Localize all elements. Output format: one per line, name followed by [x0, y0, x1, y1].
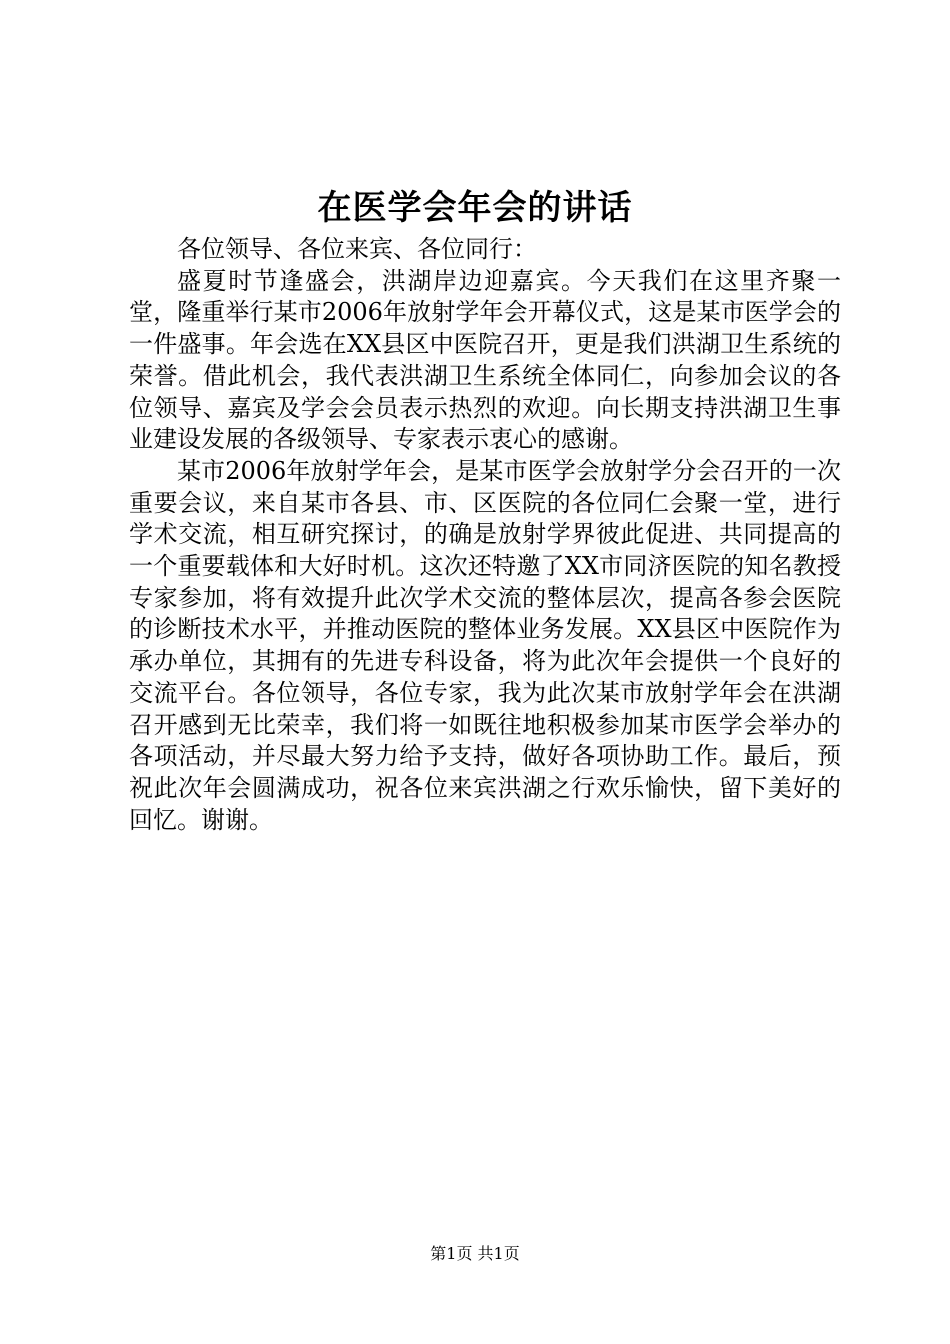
page-number-footer: 第1页 共1页 — [430, 1244, 520, 1263]
paragraph-2: 某市2006年放射学年会，是某市医学会放射学分会召开的一次重要会议，来自某市各县、市、区医院的各位同仁会聚一堂，进行学术交流，相互研究探讨，的确是放射学界彼此促进、共同提高的一个重要载体和大好时机。这次还特邀了XX市同济医院的知名教授专家参加，将有效提升此次学术交流的整体层次，提高各参会医院的诊断技术水平，并推动医院的整体业务发展。XX县区中医院作为承办单位，其拥有的先进专科设备，将为此次年会提供一个良好的交流平台。各位领导，各位专家，我为此次某市放射学年会在洪湖召开感到无比荣幸，我们将一如既往地积极参加某市医学会举办的各项活动，并尽最大努力给予支持，做好各项协助工作。最后，预祝此次年会圆满成功，祝各位来宾洪湖之行欢乐愉快，留下美好的回忆。谢谢。 — [129, 456, 841, 834]
paragraph-1: 盛夏时节逢盛会，洪湖岸边迎嘉宾。今天我们在这里齐聚一堂，隆重举行某市2006年放射学年会开幕仪式，这是某市医学会的一件盛事。年会选在XX县区中医院召开，更是我们洪湖卫生系统的荣誉。借此机会，我代表洪湖卫生系统全体同仁，向参加会议的各位领导、嘉宾及学会会员表示热烈的欢迎。向长期支持洪湖卫生事业建设发展的各级领导、专家表示衷心的感谢。 — [129, 266, 841, 454]
document-body — [129, 234, 841, 836]
document-title: 在医学会年会的讲话 — [317, 188, 633, 228]
salutation: 各位领导、各位来宾、各位同行： — [177, 235, 537, 263]
